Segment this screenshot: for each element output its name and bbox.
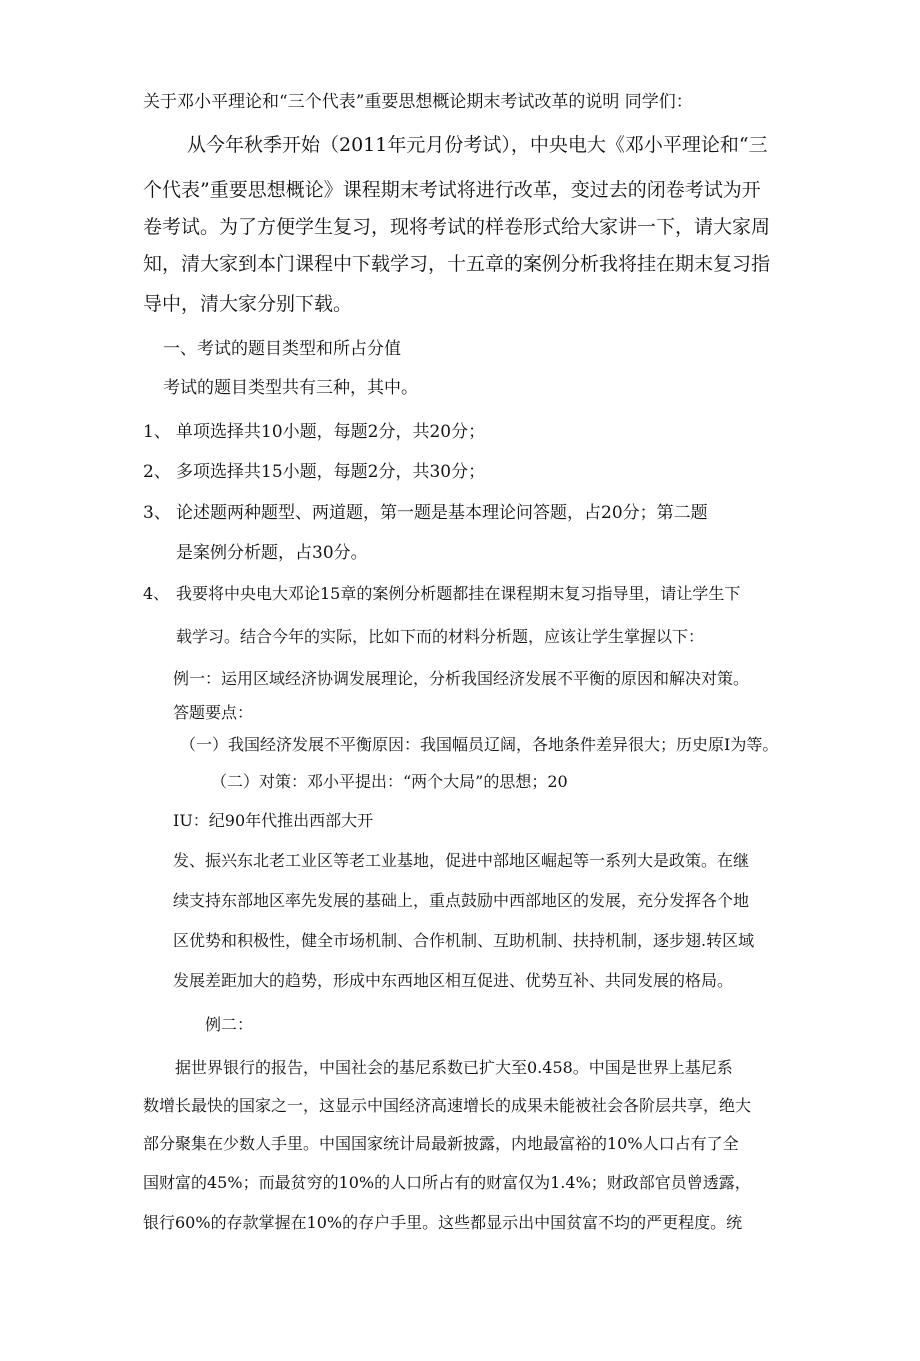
- example-1-point-1: （一）我国经济发展不平衡原因：我国幅员辽阔，各地条件差异很大；历史原I为等。: [180, 735, 779, 754]
- intro-line-5: 导中，清大家分别下载。: [143, 293, 353, 315]
- item-1-text: 单项选择共10小题，每题2分，共20分；: [176, 422, 486, 442]
- item-2-number: 2、: [143, 462, 171, 482]
- types-intro: 考试的题目类型共有三种，其中。: [163, 378, 418, 398]
- example-1-point-2-continuation: IU：纪90年代推出西部大开: [173, 811, 374, 830]
- item-2-text: 多项选择共15小题，每题2分，共30分；: [176, 462, 486, 482]
- example-1-body-line-3: 区优势和积极性，健全市场机制、合作机制、互助机制、扶持机制，逐步翅.转区域: [173, 931, 755, 950]
- example-2-body-line-3: 部分聚集在少数人手里。中国国家统计局最新披露，内地最富裕的10%人口占有了全: [143, 1134, 739, 1153]
- example-2-body-line-1: 据世界银行的报告，中国社会的基尼系数已扩大至0.458。中国是世界上基尼系: [175, 1058, 733, 1077]
- intro-line-4: 知，清大家到本门课程中下载学习，十五章的案例分析我将挂在期末复习指: [143, 253, 771, 275]
- item-1-number: 1、: [143, 422, 171, 442]
- item-3-number: 3、: [143, 503, 171, 523]
- example-1-question: 例一：运用区域经济协调发展理论，分析我国经济发展不平衡的原因和解决对策。: [173, 669, 750, 688]
- example-1-answer-label: 答题要点：: [173, 703, 254, 722]
- document-title-line: 关于邓小平理论和“三个代表”重要思想概论期末考试改革的说明 同学们：: [143, 92, 693, 112]
- item-3-text: 论述题两种题型、两道题，第一题是基本理论问答题，占20分；第二题: [176, 503, 708, 523]
- example-1-body-line-4: 发展差距加大的趋势，形成中东西地区相互促进、优势互补、共同发展的格局。: [173, 971, 734, 990]
- intro-line-1: 从今年秋季开始（2011年元月份考试），中央电大《邓小平理论和“三: [187, 134, 768, 156]
- example-2-body-line-4: 国财富的45%；而最贫穷的10%的人口所占有的财富仅为1.4%；财政部官员曾透露，: [143, 1173, 751, 1192]
- item-4-continuation: 载学习。结合今年的实际，比如下而的材料分析题，应该让学生掌握以下：: [176, 627, 705, 646]
- example-2-body-line-2: 数增长最快的国家之一，这显示中国经济高速增长的成果未能被社会各阶层共享，绝大: [143, 1096, 752, 1115]
- example-1-body-line-2: 续支持东部地区率先发展的基础上，重点鼓励中西部地区的发展，充分发挥各个地: [173, 891, 750, 910]
- item-4-text: 我要将中央电大邓论15章的案例分析题都挂在课程期末复习指导里，请让学生下: [176, 584, 741, 603]
- example-1-body-line-1: 发、振兴东北老工业区等老工业基地，促进中部地区崛起等一系列大是政策。在继: [173, 851, 750, 870]
- item-4-number: 4、: [143, 584, 170, 603]
- example-2-body-line-5: 银行60%的存款掌握在10%的存户手里。这些都显示出中国贫富不均的严更程度。统: [143, 1213, 743, 1232]
- example-1-point-2: （二）对策：邓小平提出：“两个大局”的思想；20: [211, 772, 568, 791]
- item-3-continuation: 是案例分析题，占30分。: [176, 543, 368, 563]
- example-2-label: 例二：: [205, 1015, 254, 1034]
- intro-line-3: 卷考试。为了方便学生复习，现将考试的样卷形式给大家讲一下，请大家周: [143, 216, 771, 238]
- section-heading: 一、考试的题目类型和所占分值: [163, 339, 401, 359]
- intro-line-2: 个代表”重要思想概论》课程期末考试将进行改革，变过去的闭卷考试为开: [143, 179, 761, 201]
